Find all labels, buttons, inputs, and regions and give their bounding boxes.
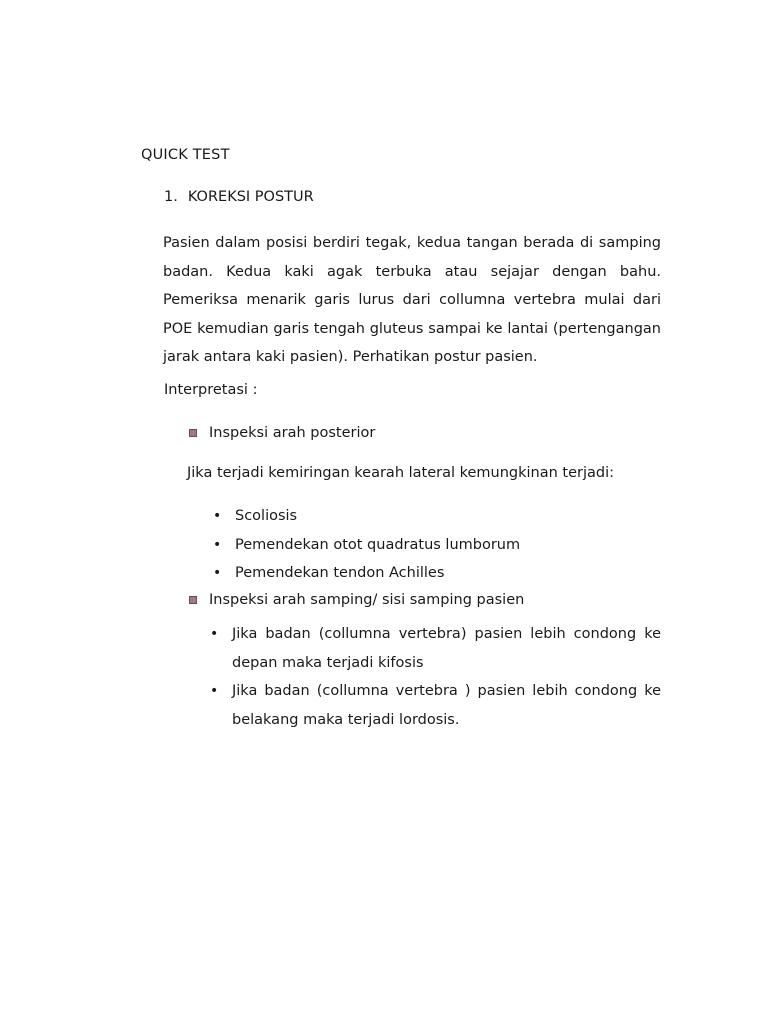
posterior-inspection-item [189, 425, 375, 441]
posterior-findings-list [213, 506, 520, 592]
interpretation-label: Interpretasi : [164, 382, 258, 398]
section-number: 1. [164, 189, 178, 205]
section-heading [164, 189, 314, 205]
square-bullet-icon [189, 429, 197, 437]
list-item [210, 677, 661, 734]
list-item [213, 535, 520, 564]
list-item-text: Scoliosis [235, 508, 298, 524]
list-item-text: Pemendekan tendon Achilles [235, 565, 445, 581]
side-inspection-label: Inspeksi arah samping/ sisi samping pasien [209, 592, 525, 608]
document-heading: QUICK TEST [141, 147, 230, 163]
bullet-dot-icon: • [210, 626, 219, 642]
bullet-dot-icon: • [213, 565, 222, 581]
bullet-dot-icon: • [210, 683, 219, 699]
bullet-dot-icon: • [213, 508, 222, 524]
list-item [210, 620, 661, 677]
bullet-dot-icon: • [213, 536, 222, 553]
side-findings-list [210, 620, 661, 734]
section-title: KOREKSI POSTUR [187, 189, 314, 205]
list-item-text: Jika badan (collumna vertebra) pasien lebih condong ke depan maka terjadi kifosis [232, 626, 661, 671]
list-item [213, 563, 520, 592]
procedure-paragraph: Pasien dalam posisi berdiri tegak, kedua tangan berada di samping badan. Kedua kaki agak terbuka atau sejajar dengan bahu. Pemeriksa menarik garis lurus dari collumna vertebra mulai dari POE kemudian garis tengah gluteus sampai ke lantai (pertengangan jarak antara kaki pasien). Perhatikan postur pasien. [163, 235, 661, 365]
posterior-inspection-label: Inspeksi arah posterior [209, 425, 376, 441]
list-item-text: Pemendekan otot quadratus lumborum [235, 536, 521, 553]
list-item-text: Jika badan (collumna vertebra ) pasien lebih condong ke belakang maka terjadi lordosis. [232, 683, 661, 728]
list-item [213, 506, 520, 535]
lateral-intro-text: Jika terjadi kemiringan kearah lateral kemungkinan terjadi: [187, 465, 615, 481]
side-inspection-item [189, 592, 524, 608]
square-bullet-icon [189, 596, 197, 604]
